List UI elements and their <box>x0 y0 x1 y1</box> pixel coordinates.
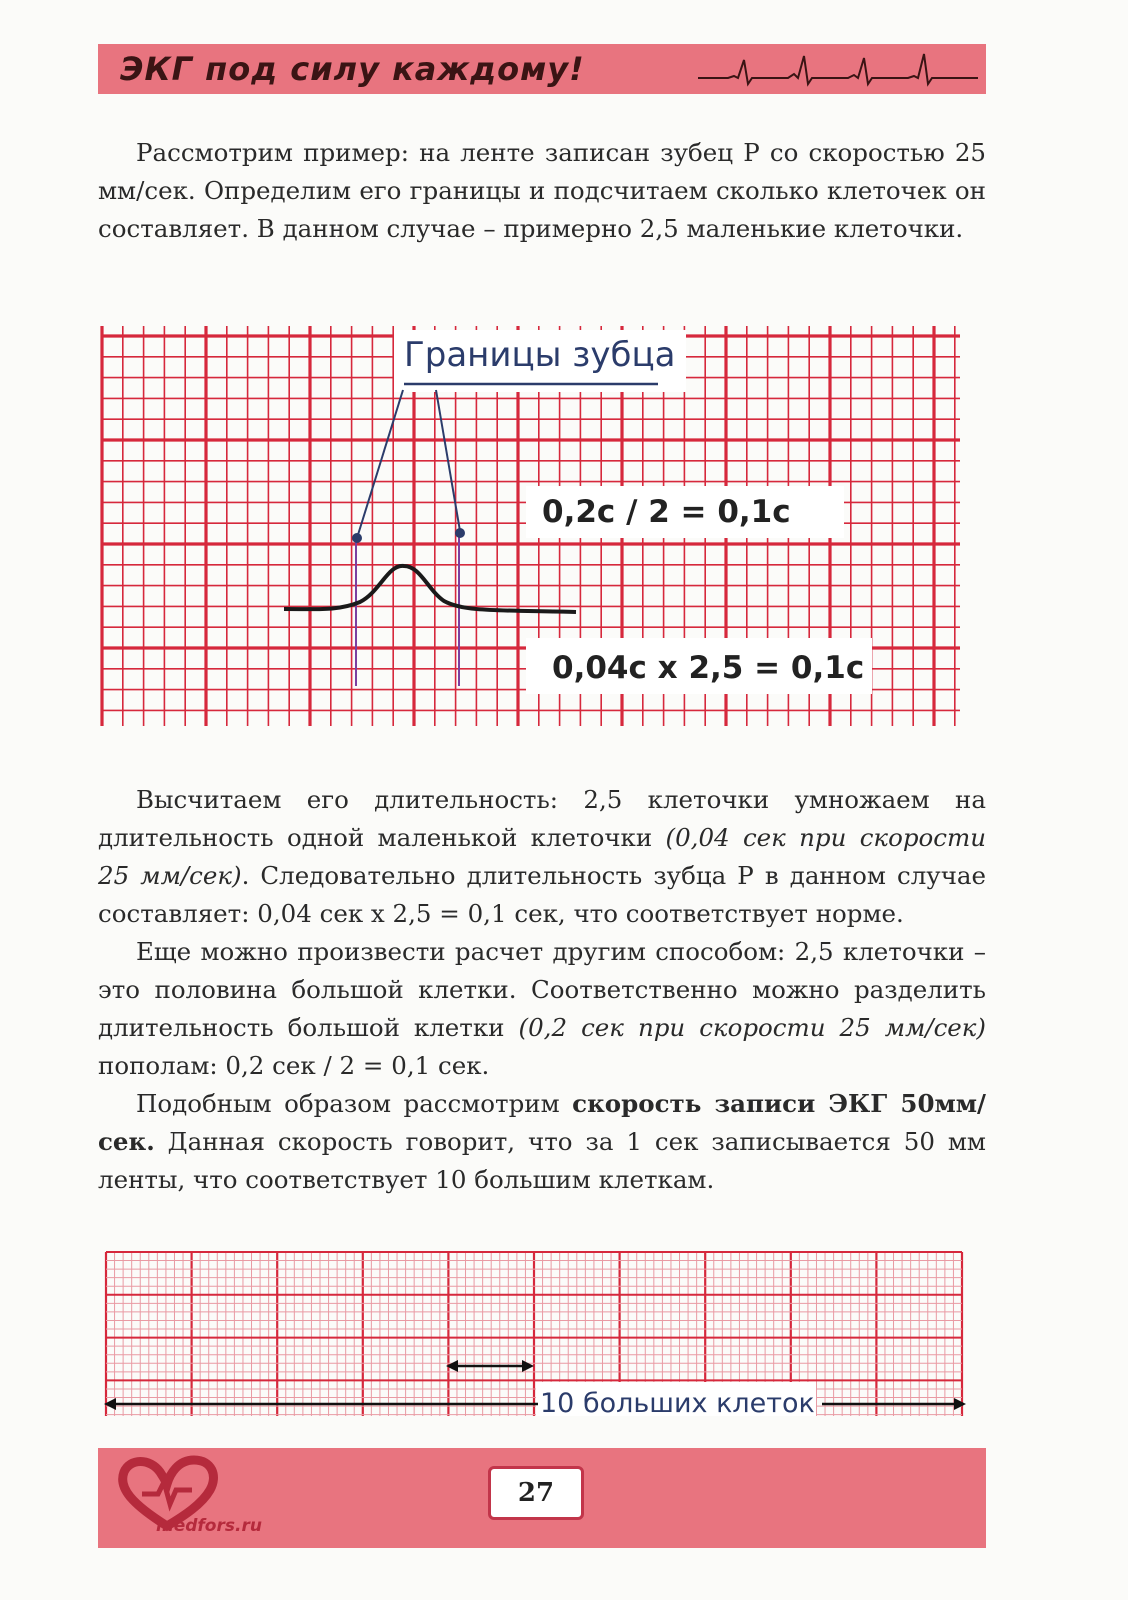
label-boundaries: Границы зубца <box>404 335 676 375</box>
label-formula-1: 0,2с / 2 = 0,1с <box>542 494 791 530</box>
paragraph-intro <box>98 134 986 248</box>
body-text <box>98 781 986 1199</box>
paragraph-2: Высчитаем его длительность: 2,5 клеточки умножаем на длительность одной маленькой клеточки (0,04 сек при скорости 25 мм/сек). Следовательно длительность зубца Р в данном случае составляет: 0,04 сек х 2,5 = 0,1 сек, что соответствует норме. <box>98 785 986 928</box>
label-ten-big-cells: 10 больших клеток <box>540 1388 815 1419</box>
ecg-grid-p-wave <box>98 326 986 736</box>
header-band <box>98 44 986 94</box>
paragraph-4: Подобным образом рассмотрим скорость записи ЭКГ 50мм/сек. Данная скорость говорит, что за 1 сек записывается 50 мм ленты, что соответствует 10 большим клеткам. <box>98 1089 986 1194</box>
figure-50mm-grid <box>98 1250 986 1426</box>
ecg-grid-50mm <box>98 1250 986 1426</box>
label-formula-2: 0,04с х 2,5 = 0,1с <box>552 650 865 686</box>
footer-band <box>98 1448 986 1548</box>
page-number: 27 <box>488 1466 584 1520</box>
paragraph-1: Рассмотрим пример: на ленте записан зубец Р со скоростью 25 мм/сек. Определим его границы и подсчитаем сколько клеточек он составляет. В данном случае – примерно 2,5 маленькие клеточки. <box>98 138 986 243</box>
figure-p-wave <box>98 326 986 736</box>
header-title: ЭКГ под силу каждому! <box>120 50 585 88</box>
paragraph-3: Еще можно произвести расчет другим способом: 2,5 клеточки – это половина большой клетки. Соответственно можно разделить длительность большой клетки (0,2 сек при скорости 25 мм/сек) пополам: 0,2 сек / 2 = 0,1 сек. <box>98 937 986 1080</box>
ecg-trace-icon <box>698 48 978 90</box>
logo-text: medfors.ru <box>156 1516 262 1536</box>
